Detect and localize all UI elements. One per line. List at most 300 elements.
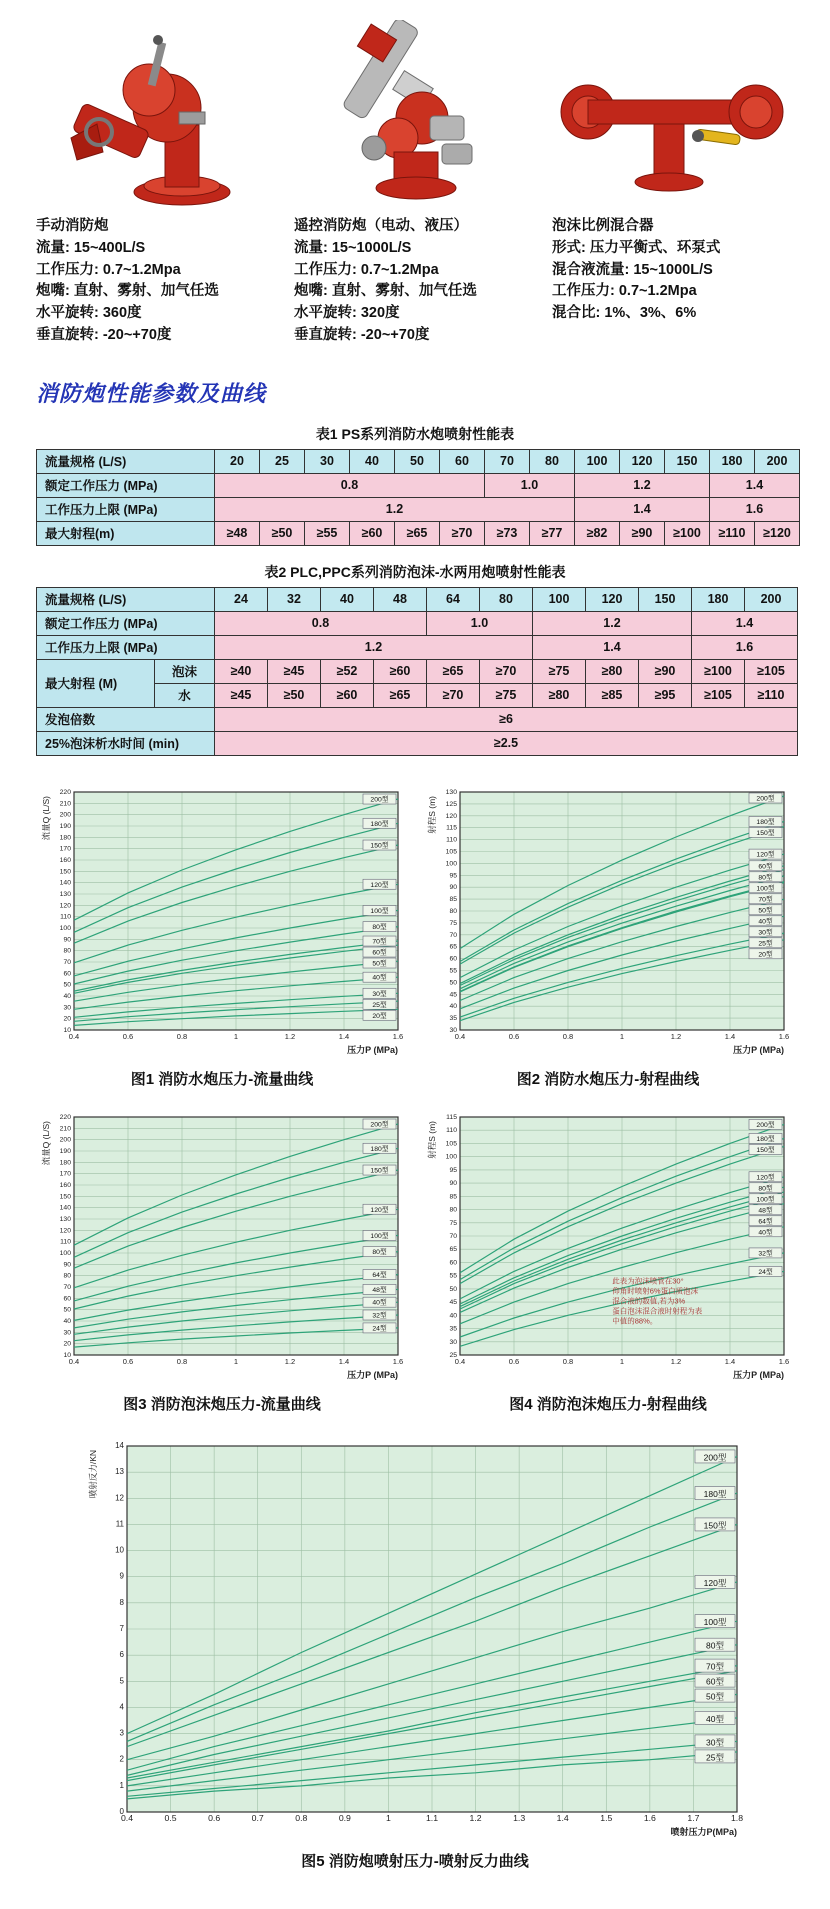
svg-text:1: 1 [619, 1031, 625, 1041]
table-cell: 50 [395, 449, 440, 473]
table-cell: ≥90 [639, 659, 692, 683]
table-cell: ≥70 [440, 521, 485, 545]
svg-text:32型: 32型 [758, 1249, 773, 1257]
svg-text:50: 50 [449, 1285, 457, 1293]
svg-text:95: 95 [449, 871, 457, 879]
svg-text:40型: 40型 [706, 1713, 724, 1724]
table-cell: ≥100 [692, 659, 745, 683]
product-name: 泡沫比例混合器 [552, 218, 654, 234]
table-cell: ≥70 [480, 659, 533, 683]
product-spec-line: 工作压力: 0.7~1.2Mpa [36, 261, 181, 278]
figure-5-block [36, 1430, 794, 1881]
svg-text:0: 0 [119, 1806, 124, 1816]
svg-text:180型: 180型 [370, 820, 389, 828]
table-cell: ≥85 [586, 683, 639, 707]
figure-5-caption: 图5 消防炮喷射压力-喷射反力曲线 [301, 1852, 529, 1870]
table-cell: ≥65 [427, 659, 480, 683]
table-cell: 100 [575, 449, 620, 473]
figure-4-block [422, 1101, 794, 1424]
svg-text:70型: 70型 [372, 938, 387, 946]
svg-text:100型: 100型 [756, 884, 775, 892]
product-card-foam-proportioner [552, 14, 794, 347]
svg-text:110: 110 [446, 836, 457, 844]
product-spec-line: 炮嘴: 直射、雾射、加气任选 [36, 283, 219, 300]
row-label: 发泡倍数 [37, 707, 215, 731]
table-cell: ≥70 [427, 683, 480, 707]
svg-text:60: 60 [449, 1258, 457, 1266]
remote-fire-monitor-illustration [310, 20, 520, 210]
product-spec-line: 混合液流量: 15~1000L/S [552, 261, 713, 278]
row-label: 额定工作压力 (MPa) [37, 611, 215, 635]
svg-text:70型: 70型 [706, 1661, 724, 1672]
svg-text:1.4: 1.4 [556, 1812, 569, 1823]
svg-text:0.5: 0.5 [164, 1812, 177, 1823]
row-label: 额定工作压力 (MPa) [37, 473, 215, 497]
svg-text:180型: 180型 [370, 1145, 389, 1153]
svg-text:80型: 80型 [758, 1184, 773, 1192]
svg-text:32型: 32型 [372, 1311, 387, 1319]
product-spec-line: 炮嘴: 直射、雾射、加气任选 [294, 283, 477, 300]
table-cell: ≥105 [692, 683, 745, 707]
svg-text:1: 1 [619, 1356, 625, 1366]
svg-text:射程S (m): 射程S (m) [427, 795, 437, 834]
svg-text:115: 115 [446, 1113, 457, 1121]
table-cell: 1.4 [692, 611, 798, 635]
svg-text:35: 35 [449, 1325, 457, 1333]
svg-text:压力P (MPa): 压力P (MPa) [347, 1369, 398, 1380]
svg-text:150型: 150型 [756, 829, 775, 837]
svg-text:150型: 150型 [370, 1167, 389, 1175]
table-cell: ≥75 [480, 683, 533, 707]
svg-text:喷射压力P(MPa): 喷射压力P(MPa) [670, 1826, 737, 1837]
svg-text:35: 35 [449, 1014, 457, 1022]
table-cell: ≥45 [268, 659, 321, 683]
figure-2-caption: 图2 消防水炮压力-射程曲线 [516, 1070, 700, 1088]
table-cell: 150 [665, 449, 710, 473]
table-cell: ≥6 [215, 707, 798, 731]
svg-text:1.6: 1.6 [392, 1356, 404, 1366]
svg-text:50型: 50型 [372, 960, 387, 968]
svg-text:130: 130 [445, 788, 457, 796]
svg-text:30: 30 [63, 1328, 71, 1336]
svg-text:150: 150 [59, 1192, 71, 1200]
foam-proportioner-image [552, 14, 794, 210]
svg-text:120型: 120型 [370, 881, 389, 889]
svg-text:160: 160 [59, 1181, 71, 1189]
table-row [37, 587, 798, 611]
table-cell: 1.2 [575, 473, 710, 497]
table-cell: ≥55 [305, 521, 350, 545]
figure-3-block [36, 1101, 408, 1424]
svg-text:180型: 180型 [756, 1135, 775, 1143]
svg-text:55: 55 [449, 967, 457, 974]
svg-text:此表为泡沫喷管在30°: 此表为泡沫喷管在30° [612, 1276, 684, 1286]
svg-text:0.6: 0.6 [208, 1812, 221, 1823]
svg-text:140: 140 [59, 879, 71, 887]
product-spec-line: 水平旋转: 320度 [294, 305, 400, 321]
svg-text:4: 4 [119, 1701, 124, 1711]
svg-text:85: 85 [449, 1192, 457, 1200]
svg-text:180: 180 [59, 1158, 71, 1166]
table-cell: 64 [427, 587, 480, 611]
product-specs [552, 238, 794, 325]
table-cell: 0.8 [215, 611, 427, 635]
svg-text:喷射反力/KN: 喷射反力/KN [88, 1449, 98, 1498]
table-cell: ≥50 [260, 521, 305, 545]
svg-text:中值的88%。: 中值的88%。 [612, 1316, 658, 1326]
svg-text:1.4: 1.4 [724, 1031, 736, 1041]
svg-text:1: 1 [233, 1356, 239, 1366]
product-spec-line: 工作压力: 0.7~1.2Mpa [552, 283, 697, 300]
chart-canvas [85, 1430, 745, 1842]
table-cell: 180 [710, 449, 755, 473]
table-cell: ≥52 [321, 659, 374, 683]
svg-text:25型: 25型 [372, 1001, 387, 1009]
svg-text:50型: 50型 [758, 906, 773, 914]
svg-text:5: 5 [119, 1675, 124, 1685]
table-cell: 80 [480, 587, 533, 611]
chart-figure-2 [424, 776, 792, 1065]
svg-text:25型: 25型 [706, 1751, 724, 1762]
svg-text:压力P (MPa): 压力P (MPa) [733, 1044, 784, 1055]
svg-text:10: 10 [115, 1545, 124, 1555]
svg-text:蛋白泡沫混合液时射程为表: 蛋白泡沫混合液时射程为表 [612, 1306, 703, 1316]
svg-text:1.6: 1.6 [643, 1812, 656, 1823]
svg-text:60型: 60型 [758, 862, 773, 870]
svg-text:1: 1 [119, 1780, 124, 1790]
svg-text:70: 70 [63, 958, 71, 966]
svg-text:0.8: 0.8 [295, 1812, 308, 1823]
table-cell: ≥82 [575, 521, 620, 545]
product-specs [36, 238, 278, 347]
svg-text:90: 90 [63, 1260, 71, 1268]
svg-text:170: 170 [59, 1170, 71, 1178]
svg-text:1.4: 1.4 [724, 1356, 736, 1366]
svg-text:30型: 30型 [758, 928, 773, 936]
svg-text:混合液的数值,若为3%: 混合液的数值,若为3% [612, 1296, 686, 1306]
svg-text:射程S (m): 射程S (m) [427, 1120, 437, 1159]
product-specs [294, 238, 536, 347]
table-cell: ≥80 [533, 683, 586, 707]
table-cell: ≥95 [639, 683, 692, 707]
svg-text:80: 80 [449, 907, 457, 915]
svg-text:100型: 100型 [703, 1616, 727, 1627]
figure-4-caption: 图4 消防泡沫炮压力-射程曲线 [509, 1395, 707, 1413]
table-cell: ≥100 [665, 521, 710, 545]
table-cell: 1.2 [215, 497, 575, 521]
svg-text:30型: 30型 [706, 1736, 724, 1747]
table-cell: ≥60 [321, 683, 374, 707]
table-row [37, 635, 798, 659]
table-row [37, 497, 800, 521]
svg-text:50型: 50型 [706, 1691, 724, 1702]
table-cell: ≥40 [215, 659, 268, 683]
table-cell: 1.0 [427, 611, 533, 635]
row-label: 流量规格 (L/S) [37, 587, 215, 611]
svg-text:压力P (MPa): 压力P (MPa) [347, 1044, 398, 1055]
svg-text:0.7: 0.7 [251, 1812, 264, 1823]
table-ps-series-performance [36, 449, 800, 546]
svg-text:1: 1 [386, 1812, 391, 1823]
svg-text:55: 55 [449, 1272, 457, 1280]
table1-title: 表1 PS系列消防水炮喷射性能表 [315, 425, 515, 442]
svg-text:40型: 40型 [758, 917, 773, 925]
table-cell: 120 [620, 449, 665, 473]
svg-text:1.6: 1.6 [778, 1356, 790, 1366]
table-row [37, 521, 800, 545]
svg-text:0.8: 0.8 [176, 1356, 188, 1366]
chart-figure-5 [85, 1430, 745, 1847]
svg-text:60: 60 [63, 1294, 71, 1302]
svg-text:120: 120 [59, 901, 71, 909]
table-cell: 70 [485, 449, 530, 473]
table-cell: 30 [305, 449, 350, 473]
svg-text:1.2: 1.2 [670, 1356, 682, 1366]
svg-text:190: 190 [59, 1147, 71, 1155]
table-cell: 0.8 [215, 473, 485, 497]
svg-text:压力P (MPa): 压力P (MPa) [733, 1369, 784, 1380]
svg-text:14: 14 [115, 1440, 124, 1450]
table-cell: ≥48 [215, 521, 260, 545]
row-label: 流量规格 (L/S) [37, 449, 215, 473]
table-row [37, 659, 798, 683]
svg-text:40型: 40型 [372, 1299, 387, 1307]
svg-text:30: 30 [63, 1003, 71, 1011]
table-cell: 1.6 [692, 635, 798, 659]
table-row [37, 473, 800, 497]
svg-text:40型: 40型 [372, 974, 387, 982]
table-cell: ≥65 [395, 521, 440, 545]
svg-text:2: 2 [119, 1754, 124, 1764]
products-row [36, 14, 794, 347]
table-plc-ppc-series-performance [36, 587, 798, 756]
table-row [37, 707, 798, 731]
table-cell: ≥90 [620, 521, 665, 545]
table-cell: ≥65 [374, 683, 427, 707]
svg-text:20型: 20型 [372, 1012, 387, 1020]
table-cell: 1.4 [533, 635, 692, 659]
svg-text:100: 100 [59, 1249, 71, 1257]
svg-text:48型: 48型 [758, 1206, 773, 1214]
chart-canvas [424, 1101, 792, 1385]
table-cell: 1.6 [710, 497, 800, 521]
svg-text:70: 70 [63, 1283, 71, 1291]
row-label: 工作压力上限 (MPa) [37, 635, 215, 659]
svg-text:1.8: 1.8 [730, 1812, 744, 1823]
svg-text:7: 7 [119, 1623, 124, 1633]
svg-text:65: 65 [449, 943, 457, 951]
svg-text:0.8: 0.8 [562, 1356, 574, 1366]
svg-text:90: 90 [63, 935, 71, 943]
table-cell: 120 [586, 587, 639, 611]
svg-text:180型: 180型 [703, 1488, 727, 1499]
svg-text:100型: 100型 [370, 907, 389, 915]
table-cell: 180 [692, 587, 745, 611]
product-spec-line: 流量: 15~1000L/S [294, 239, 412, 256]
svg-text:170: 170 [59, 845, 71, 853]
table-cell: 32 [268, 587, 321, 611]
svg-text:1.6: 1.6 [392, 1031, 404, 1041]
product-spec-line: 混合比: 1%、3%、6% [552, 305, 697, 321]
svg-text:仰角时喷射6%蛋白质泡沫: 仰角时喷射6%蛋白质泡沫 [612, 1286, 699, 1296]
svg-text:120型: 120型 [756, 851, 775, 859]
svg-text:1.4: 1.4 [338, 1031, 350, 1041]
svg-text:190: 190 [59, 822, 71, 830]
product-name: 遥控消防炮（电动、液压） [294, 218, 468, 234]
svg-text:0.4: 0.4 [454, 1356, 466, 1366]
table-cell: ≥75 [533, 659, 586, 683]
product-spec-line: 形式: 压力平衡式、环泵式 [552, 239, 721, 256]
svg-text:80型: 80型 [758, 873, 773, 881]
svg-text:95: 95 [449, 1166, 457, 1174]
svg-text:105: 105 [445, 1139, 457, 1147]
svg-text:125: 125 [445, 800, 457, 808]
svg-text:150: 150 [59, 867, 71, 875]
table-cell: 1.2 [215, 635, 533, 659]
svg-text:24型: 24型 [758, 1268, 773, 1276]
table-cell: ≥2.5 [215, 731, 798, 755]
table-cell: 1.0 [485, 473, 575, 497]
svg-text:1.6: 1.6 [778, 1031, 790, 1041]
svg-text:64型: 64型 [758, 1217, 773, 1225]
figure-1-caption: 图1 消防水炮压力-流量曲线 [130, 1070, 314, 1088]
table-cell: 25 [260, 449, 305, 473]
figure-2-block [422, 776, 794, 1099]
svg-text:1.2: 1.2 [469, 1812, 482, 1823]
table-cell: 1.4 [710, 473, 800, 497]
svg-text:1.4: 1.4 [338, 1356, 350, 1366]
table-cell: ≥45 [215, 683, 268, 707]
table-cell: ≥110 [710, 521, 755, 545]
row-label: 25%泡沫析水时间 (min) [37, 731, 215, 755]
svg-text:30: 30 [449, 1338, 457, 1346]
manual-fire-monitor-image [36, 14, 278, 210]
svg-text:80型: 80型 [372, 923, 387, 931]
chart-figure-3 [38, 1101, 406, 1390]
svg-text:1: 1 [233, 1031, 239, 1041]
svg-text:200型: 200型 [370, 1121, 389, 1129]
svg-text:80: 80 [449, 1206, 457, 1214]
chart-figure-1 [38, 776, 406, 1065]
svg-text:48型: 48型 [372, 1286, 387, 1294]
svg-text:0.4: 0.4 [120, 1812, 134, 1823]
svg-text:75: 75 [449, 1219, 457, 1227]
product-spec-line: 垂直旋转: -20~+70度 [294, 326, 430, 343]
table-cell: ≥50 [268, 683, 321, 707]
svg-text:65: 65 [449, 1245, 457, 1253]
table-cell: ≥105 [745, 659, 798, 683]
table-cell: 80 [530, 449, 575, 473]
svg-text:210: 210 [59, 1124, 71, 1132]
svg-text:120型: 120型 [756, 1173, 775, 1181]
chart-figure-4 [424, 1101, 792, 1390]
table-cell: ≥73 [485, 521, 530, 545]
svg-text:50: 50 [449, 978, 457, 986]
svg-text:200型: 200型 [370, 796, 389, 804]
chart-canvas [38, 776, 406, 1060]
svg-text:60型: 60型 [372, 949, 387, 957]
svg-text:120型: 120型 [703, 1577, 727, 1588]
svg-text:120: 120 [59, 1226, 71, 1234]
table-cell: 24 [215, 587, 268, 611]
table-cell: 200 [745, 587, 798, 611]
svg-text:64型: 64型 [372, 1271, 387, 1279]
svg-text:0.6: 0.6 [508, 1356, 520, 1366]
svg-text:9: 9 [119, 1571, 124, 1581]
svg-text:110: 110 [60, 1238, 71, 1246]
figure-3-caption: 图3 消防泡沫炮压力-流量曲线 [123, 1395, 321, 1413]
svg-text:200: 200 [59, 811, 71, 819]
table-row [37, 611, 798, 635]
svg-text:100型: 100型 [756, 1195, 775, 1203]
svg-text:200: 200 [59, 1136, 71, 1144]
svg-text:24型: 24型 [372, 1324, 387, 1332]
svg-text:180型: 180型 [756, 818, 775, 826]
svg-text:220: 220 [59, 788, 71, 796]
table-row [37, 731, 798, 755]
svg-text:130: 130 [59, 1215, 71, 1223]
svg-text:1.3: 1.3 [513, 1812, 526, 1823]
svg-text:130: 130 [59, 890, 71, 898]
row-label: 最大射程 (M) [37, 659, 155, 707]
product-spec-line: 工作压力: 0.7~1.2Mpa [294, 261, 439, 278]
table-cell: 40 [321, 587, 374, 611]
svg-text:100型: 100型 [370, 1232, 389, 1240]
svg-text:60型: 60型 [706, 1676, 724, 1687]
row-label: 工作压力上限 (MPa) [37, 497, 215, 521]
svg-text:150型: 150型 [756, 1146, 775, 1154]
table-cell: 1.2 [533, 611, 692, 635]
svg-text:0.6: 0.6 [508, 1031, 520, 1041]
svg-text:10: 10 [63, 1351, 71, 1359]
svg-text:25型: 25型 [758, 939, 773, 947]
svg-text:80型: 80型 [372, 1248, 387, 1256]
svg-text:40: 40 [63, 992, 71, 1000]
svg-text:60: 60 [63, 969, 71, 977]
svg-text:200型: 200型 [703, 1451, 727, 1462]
product-name: 手动消防炮 [36, 218, 109, 234]
svg-text:90: 90 [449, 883, 457, 891]
table-row [37, 449, 800, 473]
table-cell: ≥60 [374, 659, 427, 683]
svg-text:120型: 120型 [370, 1206, 389, 1214]
svg-text:200型: 200型 [756, 1121, 775, 1129]
svg-text:20: 20 [63, 1340, 71, 1348]
table-cell: ≥77 [530, 521, 575, 545]
svg-text:1.2: 1.2 [670, 1031, 682, 1041]
svg-text:45: 45 [449, 1298, 457, 1306]
svg-text:50: 50 [63, 981, 71, 989]
svg-text:1.1: 1.1 [425, 1812, 439, 1823]
svg-text:6: 6 [119, 1649, 124, 1659]
product-spec-line: 垂直旋转: -20~+70度 [36, 326, 172, 343]
row-sublabel: 泡沫 [155, 659, 215, 683]
svg-text:60: 60 [449, 955, 457, 963]
manual-fire-monitor-illustration [57, 20, 257, 210]
svg-text:40: 40 [63, 1317, 71, 1325]
table-cell: 20 [215, 449, 260, 473]
table-cell: 40 [350, 449, 395, 473]
table-cell: 200 [755, 449, 800, 473]
svg-text:流量Q (L/S): 流量Q (L/S) [41, 1120, 51, 1165]
svg-text:85: 85 [449, 895, 457, 903]
svg-text:0.8: 0.8 [562, 1031, 574, 1041]
svg-text:45: 45 [449, 990, 457, 998]
svg-text:115: 115 [446, 824, 457, 832]
svg-text:40: 40 [449, 1311, 457, 1319]
charts-grid [36, 776, 794, 1424]
product-spec-line: 流量: 15~400L/S [36, 239, 146, 256]
